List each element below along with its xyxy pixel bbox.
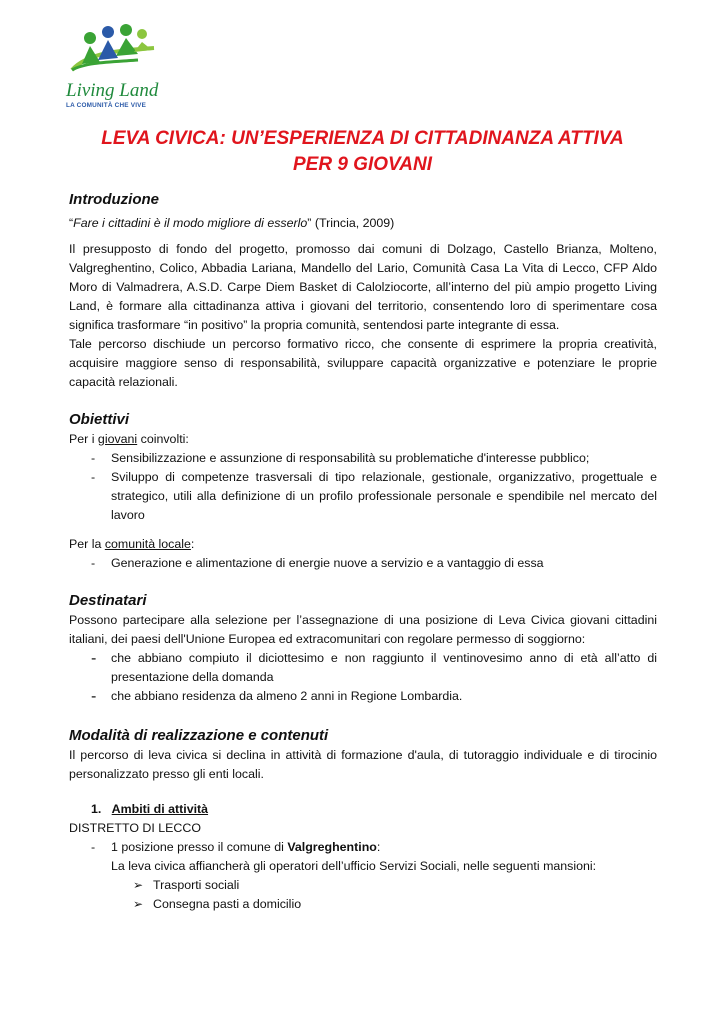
section-title: Ambiti di attività [111,802,209,816]
comunita-pre: Per la [69,537,105,551]
logo-name: Living Land [66,80,159,101]
list-item: - Sensibilizzazione e assunzione di responsabilità su problematiche d'interesse pubblico; [69,449,657,468]
obiettivi-heading: Obiettivi [69,411,130,428]
quote-text: Fare i cittadini è il modo migliore di esserlo [73,216,308,230]
quote-close-mark: ” [307,216,312,230]
position-list [69,838,657,857]
list-item: - Sviluppo di competenze trasversali di tipo relazionale, gestionale, organizzativo, progettuale e strategico, utili alla definizione di un profilo professionale personale e spendibile nel mercato del lavoro [69,468,657,525]
list-item: - che abbiano residenza da almeno 2 anni in Regione Lombardia. [69,687,657,706]
list-item [69,838,657,857]
list-item: ➢ Consegna pasti a domicilio [133,895,657,914]
intro-quote [69,214,657,233]
list-item: ➢ Trasporti sociali [133,876,657,895]
giovani-list [69,449,657,525]
intro-paragraph-1: Il presupposto di fondo del progetto, promosso dai comuni di Dolzago, Castello Brianza, Molteno, Valgreghentino, Colico, Abbadia Lariana, Mandello del Lario, Comunità Casa La Vita di Lecco, CFP Aldo Moro di Valmadrera, A.S.D. Carpe Diem Basket di Calolziocorte, all’interno del più ampio progetto Living Land, è formare alla cittadinanza attiva i giovani del territorio, consentendo loro di sperimentare cosa significa trasformare “in positivo” la propria comunità, sentendosi parte integrante di essa. [69,242,657,332]
destinatari-heading: Destinatari [69,592,147,609]
position-post: : [376,840,381,854]
modalita-heading: Modalità di realizzazione e contenuti [69,727,329,744]
quote-open-mark: “ [69,216,74,230]
comunita-list [69,554,657,573]
modalita-paragraph: Il percorso di leva civica si declina in attività di formazione d'aula, di tutoraggio individuale e di tirocinio personalizzato presso gli enti locali. [69,748,657,781]
section-ambiti [69,800,657,819]
tasks-list [69,876,657,914]
list-item: - Generazione e alimentazione di energie nuove a servizio e a vantaggio di essa [69,554,657,573]
logo-figures-icon [68,22,158,82]
title-line-2: PER 9 GIOVANI [292,154,432,175]
giovani-intro [69,430,657,449]
comunita-post: : [190,537,195,551]
giovani-post: coinvolti: [137,432,189,446]
position-description: La leva civica affiancherà gli operatori dell’ufficio Servizi Sociali, nelle seguenti mansioni: [111,859,597,873]
living-land-logo [66,22,166,114]
giovani-pre: Per i [69,432,98,446]
intro-paragraph-2: Tale percorso dischiude un percorso formativo ricco, che consente di esprimere la propria creatività, acquisire maggiore senso di responsabilità, sviluppare capacità organizzative e potenziare le proprie capacità relazionali. [69,337,657,389]
giovani-underlined: giovani [97,432,138,446]
list-item: - che abbiano compiuto il diciottesimo e non raggiunto il ventinovesimo anno di età all’atto di presentazione della domanda [69,649,657,687]
position-pre: 1 posizione presso il comune di [111,840,288,854]
logo-tagline: LA COMUNITÀ CHE VIVE [66,102,147,109]
destinatari-paragraph: Possono partecipare alla selezione per l’assegnazione di una posizione di Leva Civica giovani cittadini italiani, dei paesi dell'Unione Europea ed extracomunitari con regolare permesso di soggiorno: [69,613,657,646]
document-body [69,190,657,914]
title-line-1: LEVA CIVICA: UN’ESPERIENZA DI CITTADINANZA ATTIVA [101,128,624,149]
intro-heading: Introduzione [69,191,159,208]
district-label: DISTRETTO DI LECCO [69,821,201,835]
comunita-intro [69,535,657,554]
quote-source: (Trincia, 2009) [311,216,395,230]
section-number: 1. [91,802,102,816]
comunita-underlined: comunità locale [104,537,191,551]
position-place: Valgreghentino [287,840,377,854]
destinatari-list [69,649,657,706]
